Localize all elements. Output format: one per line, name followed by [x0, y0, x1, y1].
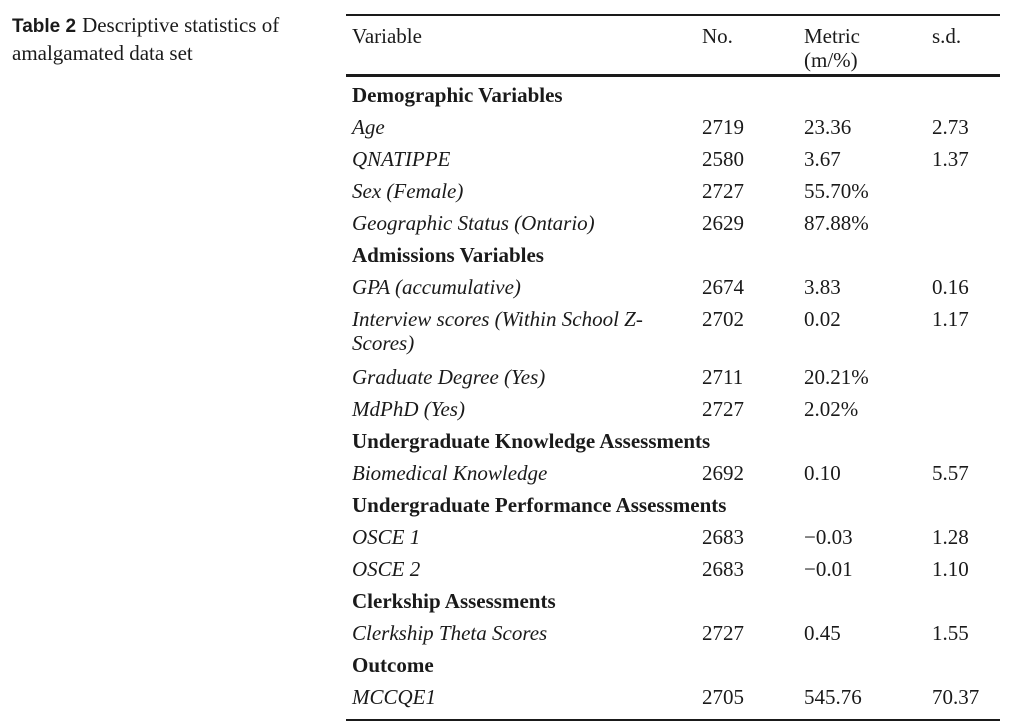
column-header-sd: s.d.: [932, 24, 962, 48]
variable-cell: Graduate Degree (Yes): [352, 365, 546, 389]
section-row: [346, 79, 1000, 111]
statistics-table: [346, 14, 1000, 721]
sd-cell: 0.16: [932, 275, 969, 299]
metric-cell: −0.03: [804, 525, 853, 549]
section-label: Clerkship Assessments: [352, 589, 556, 613]
table-row: [346, 175, 1000, 207]
column-header-variable: Variable: [352, 24, 422, 48]
variable-cell: GPA (accumulative): [352, 275, 521, 299]
sd-cell: 1.10: [932, 557, 969, 581]
section-row: [346, 649, 1000, 681]
table-caption: [12, 12, 332, 67]
variable-cell: Sex (Female): [352, 179, 464, 203]
table-row: [346, 111, 1000, 143]
sd-cell: 2.73: [932, 115, 969, 139]
table-row: [346, 457, 1000, 489]
variable-cell: OSCE 1: [352, 525, 421, 549]
metric-cell: 3.83: [804, 275, 841, 299]
variable-cell: Geographic Status (Ontario): [352, 211, 595, 235]
table-row: [346, 271, 1000, 303]
variable-cell: Clerkship Theta Scores: [352, 621, 548, 645]
section-row: [346, 239, 1000, 271]
table-body: [346, 77, 1000, 713]
metric-cell: 23.36: [804, 115, 852, 139]
metric-cell: 545.76: [804, 685, 862, 709]
count-cell: 2727: [702, 397, 744, 421]
section-label: Demographic Variables: [352, 83, 563, 107]
metric-cell: 3.67: [804, 147, 841, 171]
table-row: [346, 681, 1000, 713]
section-label: Outcome: [352, 653, 434, 677]
table-row: [346, 521, 1000, 553]
count-cell: 2683: [702, 557, 744, 581]
sd-cell: 1.55: [932, 621, 969, 645]
sd-cell: 1.37: [932, 147, 969, 171]
metric-cell: 20.21%: [804, 365, 869, 389]
count-cell: 2629: [702, 211, 744, 235]
table-header: [346, 16, 1000, 74]
metric-cell: −0.01: [804, 557, 853, 581]
variable-cell: QNATIPPE: [352, 147, 451, 171]
section-row: [346, 425, 1000, 457]
count-cell: 2674: [702, 275, 744, 299]
variable-cell: MdPhD (Yes): [352, 397, 465, 421]
count-cell: 2711: [702, 365, 744, 389]
variable-cell: MCCQE1: [352, 685, 436, 709]
count-cell: 2683: [702, 525, 744, 549]
section-label: Admissions Variables: [352, 243, 544, 267]
table-bottom-rule: [346, 719, 1000, 721]
sd-cell: 1.17: [932, 307, 969, 331]
table-caption-text: Descriptive statistics of amalgamated data set: [12, 13, 280, 65]
section-label: Undergraduate Knowledge Assessments: [352, 429, 711, 453]
variable-cell: Age: [352, 115, 385, 139]
count-cell: 2702: [702, 307, 744, 331]
table-caption-label: Table 2: [12, 16, 77, 37]
table-row: [346, 617, 1000, 649]
section-row: [346, 489, 1000, 521]
sd-cell: 5.57: [932, 461, 969, 485]
table-row: [346, 553, 1000, 585]
table-row: [346, 393, 1000, 425]
variable-cell: OSCE 2: [352, 557, 421, 581]
variable-cell: Interview scores (Within School Z-Scores): [352, 307, 643, 355]
metric-cell: 0.45: [804, 621, 841, 645]
metric-cell: 87.88%: [804, 211, 869, 235]
count-cell: 2727: [702, 621, 744, 645]
metric-cell: 2.02%: [804, 397, 859, 421]
count-cell: 2705: [702, 685, 744, 709]
metric-cell: 55.70%: [804, 179, 869, 203]
sd-cell: 70.37: [932, 685, 980, 709]
count-cell: 2580: [702, 147, 744, 171]
section-row: [346, 585, 1000, 617]
column-header-no: No.: [702, 24, 733, 48]
variable-cell: Biomedical Knowledge: [352, 461, 548, 485]
section-label: Undergraduate Performance Assessments: [352, 493, 727, 517]
table-row: [346, 207, 1000, 239]
metric-cell: 0.02: [804, 307, 841, 331]
table-row: [346, 361, 1000, 393]
count-cell: 2692: [702, 461, 744, 485]
count-cell: 2719: [702, 115, 744, 139]
count-cell: 2727: [702, 179, 744, 203]
table-row: [346, 303, 1000, 361]
column-header-metric: Metric (m/%): [804, 24, 860, 72]
metric-cell: 0.10: [804, 461, 841, 485]
table-row: [346, 143, 1000, 175]
sd-cell: 1.28: [932, 525, 969, 549]
